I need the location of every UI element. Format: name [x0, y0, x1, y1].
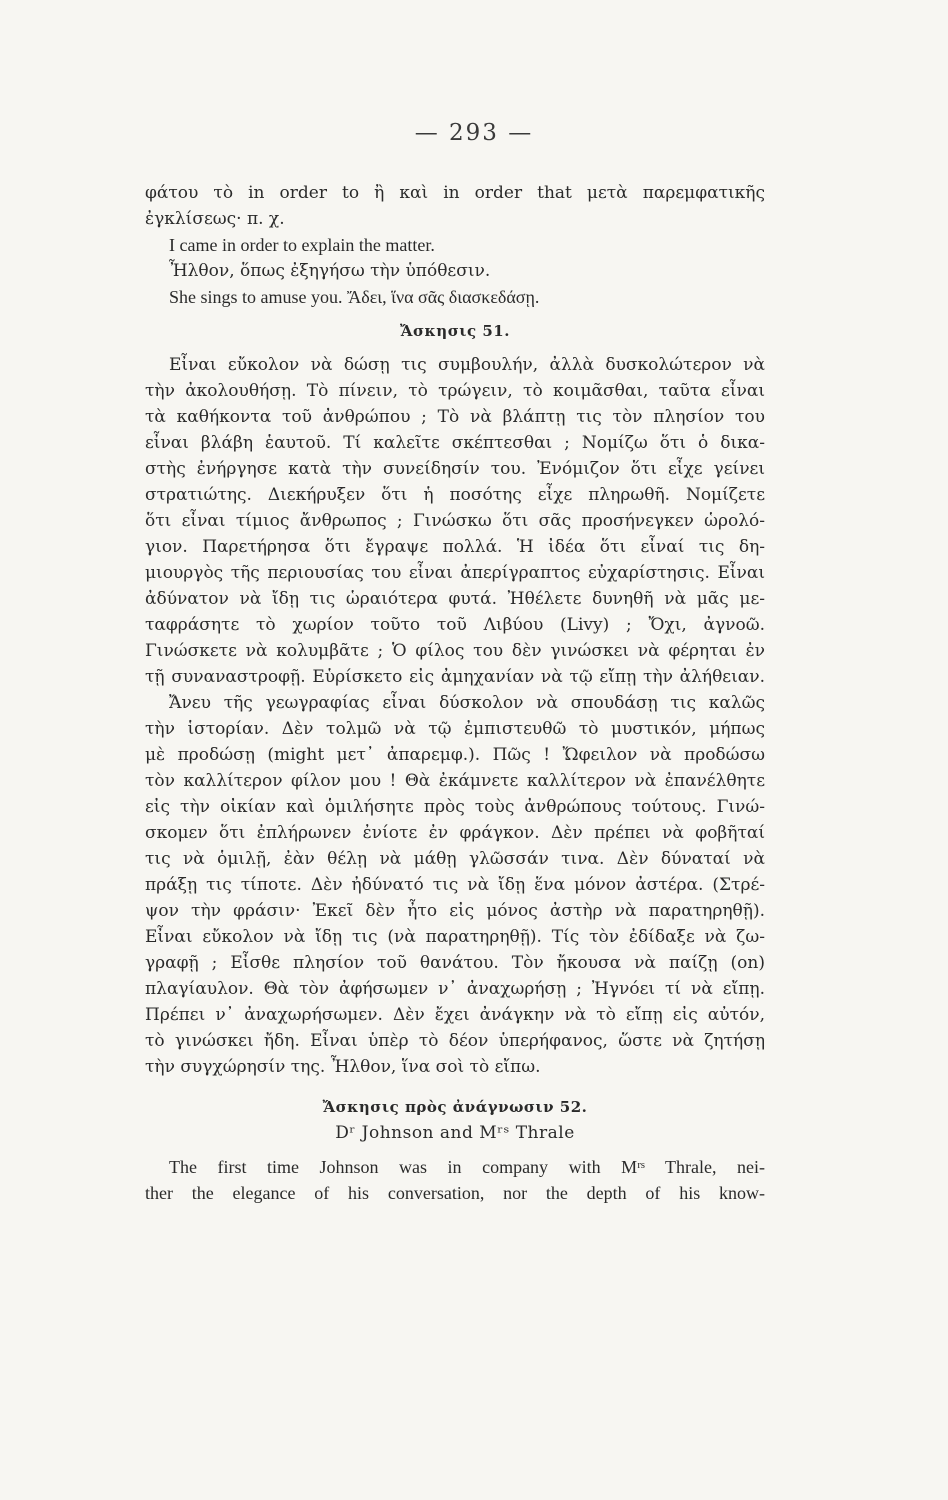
- example-sentence: I came in order to explain the matter.: [169, 235, 435, 255]
- text-line: ἀδύνατον νὰ ἴδῃ τις ὡραιότερα φυτά. Ἠθέλετε δυνηθῆ νὰ μᾶς με-: [145, 589, 765, 609]
- text-line: τὴν συγχώρησίν της. Ἦλθον, ἵνα σοὶ τὸ εἴπω.: [145, 1057, 541, 1077]
- exercise-51-heading: Ἄσκησις 51.: [400, 322, 510, 340]
- text-line: ψον τὴν φράσιν· Ἐκεῖ δὲν ἦτο εἰς μόνος ἀστὴρ νὰ παρατηρηθῇ).: [145, 901, 765, 921]
- text-line: ther the elegance of his conversation, nor the depth of his know-: [145, 1183, 765, 1203]
- page-number: — 293 —: [414, 120, 534, 146]
- text-line: στὴς ἐνήργησε κατὰ τὴν συνείδησίν του. Ἐνόμιζον ὅτι εἶχε γείνει: [145, 459, 765, 479]
- text-line: ὅτι εἶναι τίμιος ἄνθρωπος ; Γινώσκω ὅτι σᾶς προσήνεγκεν ὡρολό-: [145, 511, 765, 531]
- text-line: τις νὰ ὁμιλῇ, ἐὰν θέλῃ νὰ μάθῃ γλῶσσάν τινα. Δὲν δύναταί νὰ: [145, 849, 765, 869]
- text-line: Εἶναι εὔκολον νὰ δώσῃ τις συμβουλήν, ἀλλὰ δυσκολώτερον νὰ: [169, 355, 765, 375]
- text-line: σκομεν ὅτι ἐπλήρωνεν ἐνίοτε ἐν φράγκον. Δὲν πρέπει νὰ φοβῆταί: [145, 823, 765, 843]
- text-line: τὴν ἀκολουθήσῃ. Τὸ πίνειν, τὸ τρώγειν, τὸ κοιμᾶσθαι, ταῦτα εἶναι: [145, 381, 765, 401]
- text-line: Γινώσκετε νὰ κολυμβᾶτε ; Ὁ φίλος του δὲν γινώσκει νὰ φέρηται ἐν: [145, 641, 765, 661]
- text-line: μὲ προδώσῃ (might μετ᾽ ἀπαρεμφ.). Πῶς ! Ὤφειλον νὰ προδώσω: [145, 745, 765, 765]
- text-line: γραφῇ ; Εἶσθε πλησίον τοῦ θανάτου. Τὸν ἤκουσα νὰ παίζῃ (on): [145, 953, 765, 973]
- text-line: εἶναι βλάβη ἑαυτοῦ. Τί καλεῖτε σκέπτεσθαι ; Νομίζω ὅτι ὁ δικα-: [145, 433, 765, 453]
- text-line: στρατιώτης. Διεκήρυξεν ὅτι ἡ ποσότης εἶχε πληρωθῆ. Νομίζετε: [145, 485, 765, 505]
- text-line: Ἄνευ τῆς γεωγραφίας εἶναι δύσκολον νὰ σπουδάσῃ τις καλῶς: [169, 693, 765, 713]
- text-line: τὴν ἱστορίαν. Δὲν τολμῶ νὰ τῷ ἐμπιστευθῶ τὸ μυστικόν, μήπως: [145, 719, 765, 739]
- text-line: τὸ γινώσκει ἤδη. Εἶναι ὑπὲρ τὸ δέον ὑπερήφανος, ὥστε νὰ ζητήσῃ: [145, 1031, 765, 1051]
- text-line: φάτου τὸ in order to ἢ καὶ in order that μετὰ παρεμφατικῆς: [145, 183, 765, 203]
- page-body: [145, 180, 765, 1206]
- text-line: ἐγκλίσεως· π. χ.: [145, 209, 285, 229]
- text-line: τὰ καθήκοντα τοῦ ἀνθρώπου ; Τὸ νὰ βλάπτῃ τις τὸν πλησίον του: [145, 407, 765, 427]
- text-line: πλαγίαυλον. Θὰ τὸν ἀφήσωμεν ν᾽ ἀναχωρήσῃ ; Ἠγνόει τί νὰ εἴπῃ.: [145, 979, 765, 999]
- exercise-52-heading: Ἄσκησις πρὸς ἀνάγνωσιν 52.: [322, 1098, 588, 1116]
- text-line: τῇ συναναστροφῇ. Εὑρίσκετο εἰς ἀμηχανίαν νὰ τῷ εἴπῃ τὴν ἀλήθειαν.: [145, 667, 765, 687]
- example-sentence: She sings to amuse you. Ἄδει, ἵνα σᾶς διασκεδάσῃ.: [169, 287, 540, 307]
- text-line: εἰς τὴν οἰκίαν καὶ ὁμιλήσητε πρὸς τοὺς ἀνθρώπους τούτους. Γινώ-: [145, 797, 765, 817]
- text-line: ταφράσητε τὸ χωρίον τοῦτο τοῦ Λιβύου (Livy) ; Ὄχι, ἀγνοῶ.: [145, 615, 765, 635]
- text-line: Εἶναι εὔκολον νὰ ἴδῃ τις (νὰ παρατηρηθῇ). Τίς τὸν ἐδίδαξε νὰ ζω-: [145, 927, 765, 947]
- text-line: τὸν καλλίτερον φίλον μου ! Θὰ ἐκάμνετε καλλίτερον νὰ ἐπανέλθητε: [145, 771, 765, 791]
- text-line: γιον. Παρετήρησα ὅτι ἔγραψε πολλά. Ἡ ἰδέα ὅτι εἶναί τις δη-: [145, 537, 765, 557]
- text-line: Πρέπει ν᾽ ἀναχωρήσωμεν. Δὲν ἔχει ἀνάγκην νὰ τὸ εἴπῃ εἰς αὐτόν,: [145, 1005, 765, 1025]
- text-line: The first time Johnson was in company with Mʳˢ Thrale, nei-: [169, 1157, 765, 1177]
- text-line: πράξῃ τις τίποτε. Δὲν ἠδύνατό τις νὰ ἴδῃ ἕνα μόνον ἀστέρα. (Στρέ-: [145, 875, 765, 895]
- text-line: μιουργὸς τῆς περιουσίας του εἶναι ἀπερίγραπτος εὐχαρίστησις. Εἶναι: [145, 563, 765, 583]
- example-sentence: Ἦλθον, ὅπως ἐξηγήσω τὴν ὑπόθεσιν.: [169, 261, 491, 281]
- reading-title: Dʳ Johnson and Mʳˢ Thrale: [335, 1123, 575, 1143]
